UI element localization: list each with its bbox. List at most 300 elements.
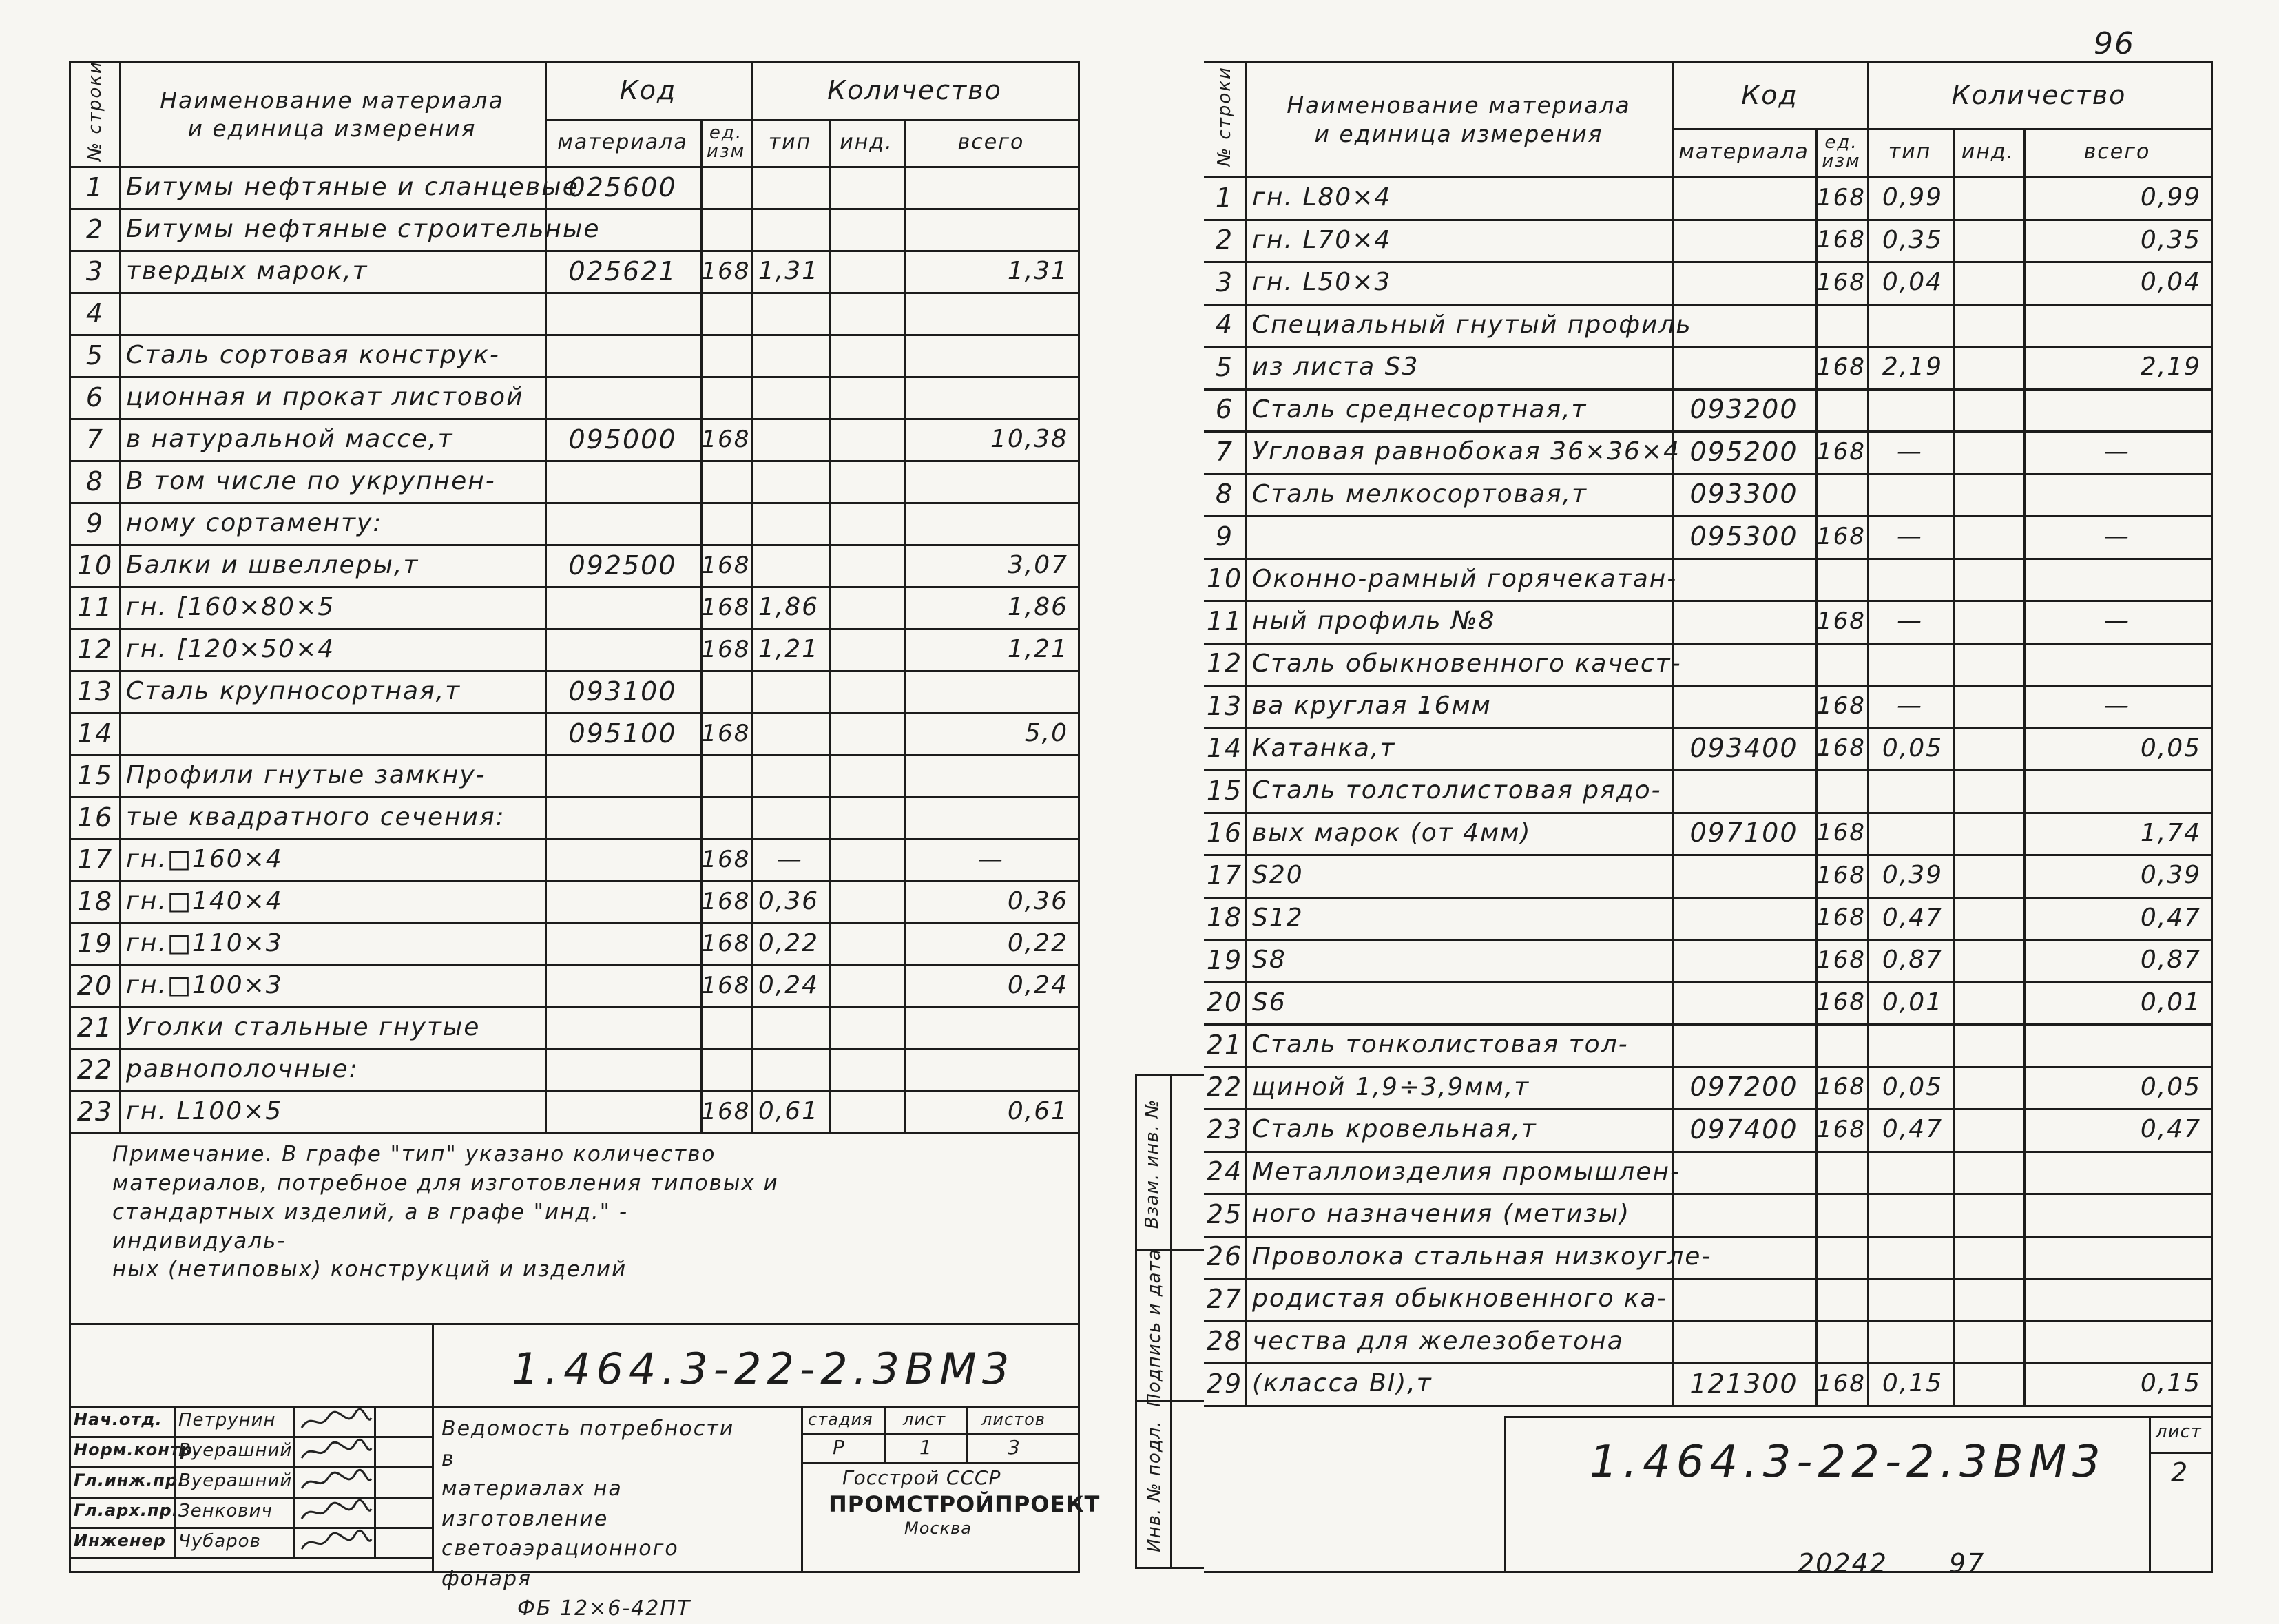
left-cell-total: 1,21 [1007, 635, 1068, 663]
right-cell-typ: 0,87 [1882, 946, 1943, 975]
header-code: Код [619, 75, 677, 106]
stamp-role-line [71, 1527, 432, 1529]
right-cell-code [1672, 176, 1815, 219]
left-cell-unit [700, 796, 751, 838]
right-cell-typ [1867, 643, 1953, 685]
right-cell-ind [1953, 600, 2023, 643]
right-cell-typ [1867, 304, 1953, 346]
right-cell-ind [1953, 1362, 2023, 1405]
right-cell-total: 2,19 [2140, 353, 2201, 382]
right-table-row [1204, 727, 2211, 770]
left-cell-total: 0,36 [1007, 887, 1068, 915]
right-cell-total [2023, 1193, 2211, 1236]
stamp-hline [801, 1462, 1078, 1464]
left-cell-name: Сталь крупносортная,т [126, 677, 461, 705]
left-cell-total: 0,24 [1007, 971, 1068, 999]
right-cell-n: 10 [1206, 563, 1243, 594]
right-cell-ind [1953, 219, 2023, 262]
left-cell-code [545, 880, 700, 922]
left-cell-n: 22 [76, 1054, 114, 1085]
left-cell-name [119, 712, 545, 754]
stamp-sheet-value: 1 [919, 1436, 933, 1459]
right-cell-unit: 168 [1817, 1369, 1866, 1397]
left-cell-typ [751, 754, 829, 796]
right-cell-n: 21 [1206, 1029, 1243, 1060]
left-cell-name: ному сортаменту: [126, 509, 383, 537]
left-cell-code: 095000 [568, 424, 677, 455]
right-cell-unit: 168 [1817, 861, 1866, 889]
left-table-row [71, 796, 1078, 838]
right-cell-unit: 168 [1817, 904, 1866, 932]
right-cell-ind [1953, 812, 2023, 855]
right-cell-typ [1867, 1236, 1953, 1278]
stamp-title-line1: Ведомость потребности в [441, 1417, 735, 1471]
right-cell-name: S20 [1252, 861, 1304, 890]
right-cell-n: 11 [1206, 605, 1243, 636]
right-cell-n: 7 [1215, 436, 1234, 467]
left-table-row [71, 922, 1078, 964]
left-table-row [71, 166, 1078, 208]
left-cell-ind [829, 964, 904, 1006]
right-cell-total: 0,05 [2140, 733, 2201, 762]
left-cell-n: 4 [85, 298, 105, 329]
note-line2: материалов, потребное для изготовления типовых и [112, 1170, 779, 1196]
right-cell-name: Сталь тонколистовая тол- [1252, 1030, 1629, 1059]
right-cell-code [1672, 346, 1815, 388]
signature-icon [298, 1530, 374, 1554]
stamp-org-line2: ПРОМСТРОЙПРОЕКТ [829, 1491, 1101, 1517]
right-cell-ind [1953, 1193, 2023, 1236]
right-cell-total [2023, 1236, 2211, 1278]
right-cell-code [1672, 769, 1815, 812]
note-line4: ных (нетиповых) конструкций и изделий [112, 1257, 627, 1282]
note-line1: Примечание. В графе "тип" указано количество [112, 1142, 716, 1167]
right-cell-typ: — [1897, 437, 1923, 466]
left-cell-name: гн. [120×50×4 [126, 635, 335, 663]
right-table-row [1204, 1278, 2211, 1320]
right-cell-n: 12 [1206, 648, 1243, 679]
left-cell-typ: — [777, 845, 803, 873]
header-total: всего [957, 130, 1025, 155]
left-cell-n: 12 [76, 634, 114, 665]
right-cell-total: 0,01 [2140, 988, 2201, 1017]
right-cell-code: 095200 [1689, 436, 1798, 467]
right-cell-ind [1953, 981, 2023, 1024]
right-cell-ind [1953, 897, 2023, 939]
right-cell-code [1672, 897, 1815, 939]
left-cell-typ: 1,21 [758, 635, 819, 663]
right-cell-unit: 168 [1817, 691, 1866, 720]
left-cell-ind [829, 922, 904, 964]
right-cell-n: 17 [1206, 860, 1243, 891]
left-cell-typ: 0,22 [758, 929, 819, 957]
left-cell-n: 18 [76, 886, 114, 917]
left-cell-ind [829, 1048, 904, 1090]
left-cell-unit: 168 [701, 719, 751, 747]
header-quantity: Количество [827, 75, 1002, 106]
right-table-row [1204, 219, 2211, 262]
left-table-row [71, 670, 1078, 712]
right-cell-code: 093400 [1689, 733, 1798, 764]
right-cell-unit: 168 [1817, 1073, 1866, 1101]
left-cell-name: тые квадратного сечения: [126, 803, 506, 831]
left-cell-unit [700, 334, 751, 376]
right-cell-n: 23 [1206, 1114, 1243, 1145]
right-table-row [1204, 430, 2211, 473]
page-mark-top-right: 96 [2094, 26, 2135, 61]
stamp-sheets-label: листов [981, 1410, 1045, 1429]
right-cell-total [2023, 304, 2211, 346]
right-cell-n: 8 [1215, 479, 1234, 510]
right-table-row [1204, 558, 2211, 601]
left-cell-name: гн. L100×5 [126, 1097, 283, 1125]
left-table-row [71, 544, 1078, 586]
right-cell-total [2023, 558, 2211, 601]
left-cell-n: 9 [85, 508, 105, 539]
right-cell-ind [1953, 1151, 2023, 1194]
left-cell-typ [751, 1048, 829, 1090]
left-sheet [69, 61, 1101, 1621]
left-cell-unit [700, 1048, 751, 1090]
right-cell-typ: 0,15 [1882, 1369, 1943, 1398]
stamp-title [441, 1414, 745, 1624]
left-cell-typ [751, 166, 829, 208]
left-cell-typ [751, 670, 829, 712]
left-cell-total: 1,86 [1007, 593, 1068, 621]
right-cell-ind [1953, 176, 2023, 219]
right-table-row [1204, 854, 2211, 897]
right-cell-typ: 0,47 [1882, 1115, 1943, 1144]
stamp-vline [801, 1406, 803, 1571]
right-cell-name: S6 [1252, 988, 1287, 1017]
right-table-row [1204, 1193, 2211, 1236]
left-table-row [71, 838, 1078, 880]
stamp-stage-label: стадия [808, 1410, 873, 1429]
right-cell-typ [1867, 812, 1953, 855]
right-table-row [1204, 1023, 2211, 1066]
signature-icon [298, 1469, 374, 1494]
stamp-title-line3: светоаэрационного фонаря [441, 1537, 679, 1591]
left-cell-n: 14 [76, 718, 114, 749]
left-cell-ind [829, 250, 904, 292]
right-table-row [1204, 939, 2211, 981]
left-cell-ind [829, 460, 904, 502]
left-table-row [71, 502, 1078, 544]
right-cell-n: 4 [1215, 309, 1234, 340]
right-cell-code [1672, 1320, 1815, 1363]
note [112, 1141, 801, 1284]
right-cell-code: 095300 [1689, 521, 1798, 552]
left-cell-unit [700, 166, 751, 208]
right-table-row [1204, 1108, 2211, 1151]
left-table-row [71, 250, 1078, 292]
right-cell-unit: 168 [1817, 734, 1866, 762]
left-cell-unit: 168 [701, 845, 751, 873]
left-table-row [71, 418, 1078, 460]
left-cell-total [904, 208, 1078, 250]
header-unit-line1: ед. [709, 122, 743, 143]
right-cell-typ [1867, 1278, 1953, 1320]
right-table-row [1204, 346, 2211, 388]
stamp-role: Гл.арх.пр. [74, 1501, 179, 1520]
left-cell-unit: 168 [701, 1097, 751, 1125]
right-cell-name: Проволока стальная низкоугле- [1252, 1242, 1712, 1271]
stamp-person: Зенкович [178, 1501, 273, 1521]
left-cell-ind [829, 796, 904, 838]
stamp-role-line [71, 1466, 432, 1468]
right-cell-name: родистая обыкновенного ка- [1252, 1284, 1667, 1313]
right-cell-unit [1815, 1320, 1867, 1363]
header-material: материала [557, 130, 688, 155]
right-cell-total: 0,99 [2140, 183, 2201, 212]
left-cell-total: 1,31 [1007, 257, 1068, 285]
left-cell-n: 8 [85, 466, 105, 497]
right-table-row [1204, 897, 2211, 939]
right-cell-total: — [2104, 437, 2130, 466]
left-cell-name: гн.□100×3 [126, 971, 283, 999]
left-cell-unit: 168 [701, 929, 751, 957]
stamp-vline [432, 1323, 434, 1571]
right-cell-typ [1867, 558, 1953, 601]
signature-icon [298, 1439, 374, 1464]
right-table-row [1204, 515, 2211, 558]
right-cell-name: щиной 1,9÷3,9мм,т [1252, 1072, 1530, 1101]
left-cell-unit: 168 [701, 425, 751, 453]
right-cell-unit: 168 [1817, 819, 1866, 847]
right-cell-unit [1815, 304, 1867, 346]
left-cell-ind [829, 712, 904, 754]
left-cell-total [904, 166, 1078, 208]
right-cell-name: Сталь мелкосортовая,т [1252, 479, 1588, 508]
left-table-row [71, 586, 1078, 628]
left-cell-typ: 1,31 [758, 257, 819, 285]
stamp-vline [174, 1406, 176, 1557]
left-cell-unit: 168 [701, 971, 751, 999]
right-cell-typ: 0,99 [1882, 183, 1943, 212]
left-cell-name: гн.□160×4 [126, 845, 283, 873]
left-cell-code [545, 1090, 700, 1132]
left-cell-typ [751, 544, 829, 586]
stamp-person: Вуерашний [178, 1440, 293, 1461]
left-cell-typ [751, 796, 829, 838]
left-cell-code [545, 922, 700, 964]
right-table-row [1204, 261, 2211, 304]
left-cell-ind [829, 754, 904, 796]
left-cell-name: Битумы нефтяные и сланцевые [126, 173, 579, 201]
right-cell-typ: — [1897, 607, 1923, 636]
signature-icon [298, 1408, 374, 1433]
right-cell-total: 0,87 [2140, 946, 2201, 975]
right-cell-name: ва круглая 16мм [1252, 691, 1492, 720]
left-cell-code: 025600 [568, 171, 677, 202]
right-table-row [1204, 643, 2211, 685]
right-table-row [1204, 1320, 2211, 1363]
right-cell-n: 25 [1206, 1198, 1243, 1229]
left-cell-total: 3,07 [1007, 551, 1068, 579]
stamp-person: Чубаров [178, 1531, 261, 1552]
right-table-row [1204, 304, 2211, 346]
left-cell-code [545, 376, 700, 418]
left-cell-n: 20 [76, 970, 114, 1001]
stamp-designation: 1.464.3-22-2.3ВМ3 [512, 1344, 1015, 1394]
right-cell-typ: 0,05 [1882, 733, 1943, 762]
right-cell-ind [1953, 515, 2023, 558]
stamp-sheets-value: 3 [1008, 1436, 1021, 1459]
left-cell-n: 17 [76, 844, 114, 875]
right-cell-unit: 168 [1817, 226, 1866, 254]
stamp-vline [966, 1406, 968, 1462]
header-unit-line1: ед. [1824, 132, 1858, 153]
left-cell-total: 5,0 [1024, 719, 1068, 747]
left-cell-name: Сталь сортовая конструк- [126, 341, 500, 369]
right-cell-unit [1815, 1278, 1867, 1320]
right-cell-typ: 0,39 [1882, 861, 1943, 890]
header-total: всего [2083, 140, 2151, 165]
right-table-row [1204, 981, 2211, 1024]
left-cell-total [904, 376, 1078, 418]
right-cell-unit [1815, 558, 1867, 601]
right-cell-ind [1953, 346, 2023, 388]
stamp-title-line2: материалах на изготовление [441, 1477, 623, 1531]
left-cell-code [545, 1006, 700, 1048]
right-cell-code [1672, 854, 1815, 897]
right-table-row [1204, 812, 2211, 855]
left-cell-ind [829, 838, 904, 880]
header-material: материала [1678, 140, 1809, 165]
left-cell-unit [700, 292, 751, 334]
stamp-role: Норм.контр. [74, 1440, 200, 1459]
right-cell-unit [1815, 1193, 1867, 1236]
left-cell-total: — [978, 845, 1004, 873]
right-cell-unit: 168 [1817, 946, 1866, 974]
right-cell-unit: 168 [1817, 522, 1866, 550]
left-cell-ind [829, 1006, 904, 1048]
right-cell-unit: 168 [1817, 183, 1866, 211]
header-row-number: № строки [1214, 65, 1235, 167]
right-table-row [1204, 176, 2211, 219]
left-table-row [71, 1006, 1078, 1048]
right-cell-total [2023, 473, 2211, 516]
header-typ: тип [768, 130, 812, 155]
right-table-row [1204, 600, 2211, 643]
left-cell-name: в натуральной массе,т [126, 425, 454, 453]
right-cell-name: Сталь кровельная,т [1252, 1115, 1537, 1144]
left-cell-total [904, 754, 1078, 796]
stamp-top-line [71, 1323, 1078, 1325]
left-cell-name: гн. [160×80×5 [126, 593, 335, 621]
stamp-role: Нач.отд. [74, 1410, 163, 1429]
right-cell-typ [1867, 473, 1953, 516]
right-cell-code [1672, 600, 1815, 643]
left-table-row [71, 1090, 1078, 1132]
right-cell-ind [1953, 939, 2023, 981]
row-line [71, 1132, 1078, 1134]
left-table-row [71, 880, 1078, 922]
right-cell-total: 1,74 [2140, 818, 2201, 847]
left-cell-name: гн.□110×3 [126, 929, 283, 957]
right-sheet [1204, 61, 2213, 1573]
left-cell-code [545, 796, 700, 838]
stamp-vline [293, 1406, 295, 1557]
left-cell-unit: 168 [701, 887, 751, 915]
stamp-role-line [71, 1436, 432, 1438]
right-cell-unit: 168 [1817, 607, 1866, 635]
left-cell-name: Балки и швеллеры,т [126, 551, 419, 579]
right-table-row [1204, 388, 2211, 431]
left-cell-ind [829, 292, 904, 334]
header-name [1245, 63, 1672, 176]
left-cell-n: 19 [76, 928, 114, 959]
right-cell-unit [1815, 1023, 1867, 1066]
stamp-title-line4: ФБ 12×6-42ПТ [517, 1596, 691, 1621]
left-cell-n: 2 [85, 214, 105, 244]
left-cell-code [545, 586, 700, 628]
right-cell-total: 0,47 [2140, 903, 2201, 932]
right-cell-name: Сталь обыкновенного качест- [1252, 649, 1682, 678]
left-cell-typ [751, 502, 829, 544]
right-cell-total [2023, 388, 2211, 431]
right-cell-unit: 168 [1817, 988, 1866, 1017]
right-cell-n: 13 [1206, 690, 1243, 721]
left-cell-ind [829, 1090, 904, 1132]
right-cell-n: 5 [1215, 351, 1234, 382]
page-mark-bottom-1: 20242 [1798, 1548, 1888, 1579]
left-cell-typ [751, 460, 829, 502]
right-cell-total [2023, 1278, 2211, 1320]
stamp-sheet-label: лист [903, 1410, 946, 1429]
header-unit [1815, 128, 1867, 176]
left-cell-n: 16 [76, 802, 114, 833]
left-table-row [71, 1048, 1078, 1090]
stamp-role-line [71, 1497, 432, 1499]
left-cell-typ [751, 292, 829, 334]
footer-vline [1504, 1416, 1506, 1572]
left-cell-ind [829, 208, 904, 250]
left-cell-typ [751, 712, 829, 754]
right-cell-typ: 0,04 [1882, 268, 1943, 297]
right-cell-n: 3 [1215, 267, 1234, 298]
binding-inv-label: Инв. № подл. [1144, 1420, 1165, 1552]
stamp-person: Вуерашний [178, 1470, 293, 1491]
right-cell-total: 0,39 [2140, 861, 2201, 890]
left-table-row [71, 712, 1078, 754]
right-cell-total [2023, 1151, 2211, 1194]
left-cell-total [904, 670, 1078, 712]
stamp-org-line3: Москва [904, 1519, 972, 1538]
left-cell-typ: 0,61 [758, 1097, 819, 1125]
left-cell-unit [700, 670, 751, 712]
footer-designation: 1.464.3-22-2.3ВМ3 [1590, 1436, 2106, 1488]
right-cell-total: 0,35 [2140, 225, 2201, 254]
right-cell-name: Угловая равнобокая 36×36×4 [1252, 437, 1680, 466]
left-cell-ind [829, 376, 904, 418]
left-cell-n: 5 [85, 340, 105, 371]
left-cell-name: Уголки стальные гнутые [126, 1013, 481, 1041]
left-cell-total [904, 1048, 1078, 1090]
left-cell-code [545, 754, 700, 796]
right-cell-name: S12 [1252, 903, 1304, 932]
right-cell-code: 121300 [1689, 1368, 1798, 1399]
right-cell-ind [1953, 854, 2023, 897]
right-cell-code [1672, 1278, 1815, 1320]
left-cell-name [119, 292, 545, 334]
left-cell-n: 13 [76, 676, 114, 707]
left-cell-total [904, 460, 1078, 502]
right-cell-typ: — [1897, 522, 1923, 551]
right-cell-n: 28 [1206, 1326, 1243, 1357]
right-cell-code [1672, 685, 1815, 727]
left-cell-code [545, 292, 700, 334]
